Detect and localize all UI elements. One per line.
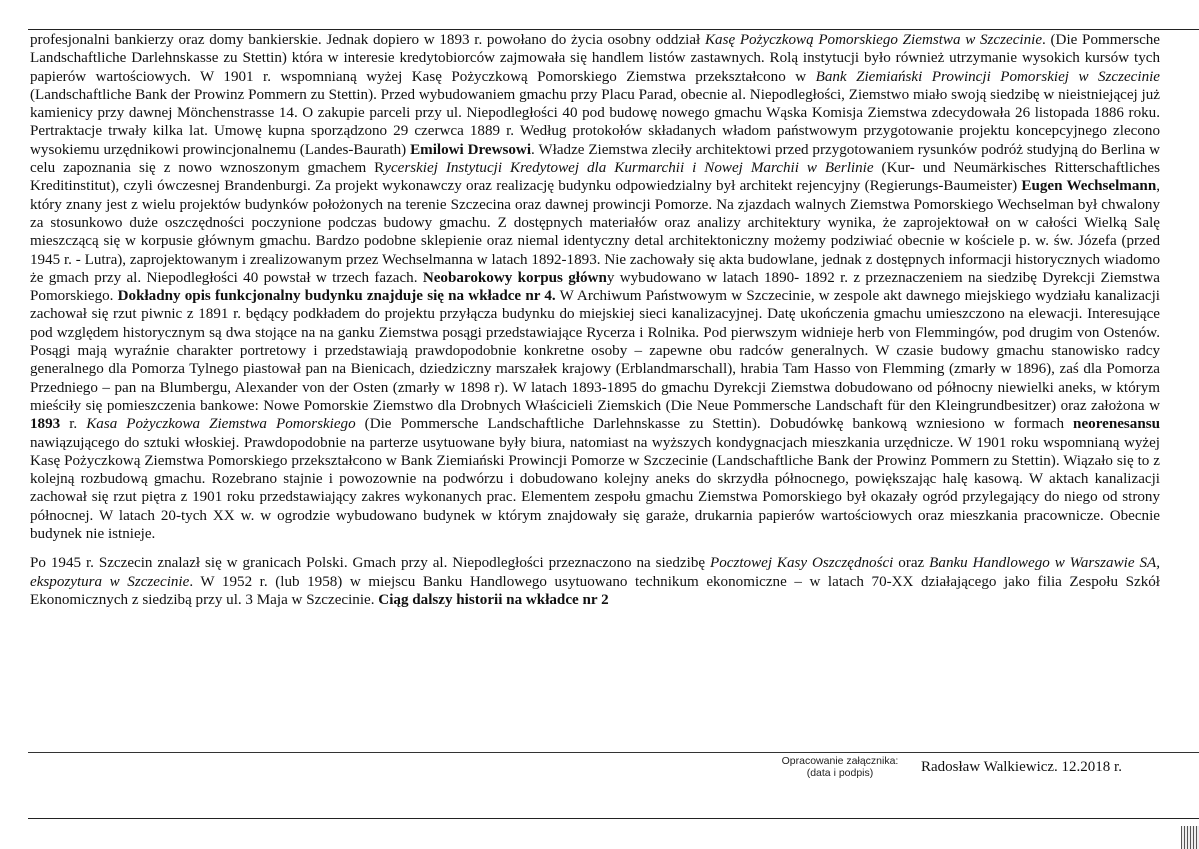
bold-run: Dokładny opis funkcjonalny budynku znajduje się na wkładce nr 4. — [117, 288, 556, 305]
text-run: nawiązującego do sztuki włoskiej. Prawdopodobnie na parterze usytuowane były biura, natomiast na wyższych kondygnacjach mieszkania urzędnicze. W 1901 roku wspomnianą wyżej Kasę Pożyczkową Ziemstwa Pomorskiego przekształcono w Bank Ziemiański Prowincji Pomorze w Szczecinie (Landschaftliche Bank der Prowinz Pommern zu Stettin). Wiązało się to z kolejną rozbudową gmachu. Rozebrano stajnie i powozownie na podwórzu i dobudowano kolejny aneks do skrzydła północnego, powiększając halę kasową. W aktach kanalizacji zachował się rzut piętra z 1901 roku przedstawiający zakres wykonanych prac. Elementem zespołu gmachu Ziemstwa Pomorskiego był okazały ogród przylegający do niego od strony północnej. W latach 20-tych XX w. w ogrodzie wybudowano budynek w którym znajdowały się garaże, drukarnia papierów wartościowych oraz mieszkania pracownicze. Obecnie budynek nie istnieje. — [30, 434, 1160, 543]
text-run: W Archiwum Państwowym w Szczecinie, w zespole akt dawnego miejskiego wydziału kanalizacji zachował się rzut piwnic z 1891 r. będący podkładem do projektu przyłącza budynku do miejskiej sieci kanalizacyjnej. Datę ukończenia gmachu umieszczono na elewacji. Interesujące pod względem historycznym są dwa stojące na na ganku Ziemstwa posągi przedstawiające Rycerza i Rolnika. Pod pierwszym widnieje herb von Flemmingów, pod drugim von Ostenów. Posągi mają wyraźnie charakter portretowy i przedstawiają prawdopodobnie konkretne osoby – zapewne obu radców generalnych. W czasie budowy gmachu stanowisko radcy generalnego dla Pomorza Tylnego piastował pan na Bienicach, dziedziczny marszałek krajowy (Erblandmarschall), hrabia Tam Hasso von Flemming (zmarły w 1896), zaś dla Pomorza Przedniego – pan na Blumbergu, Alexander von der Osten (zmarły w 1898 r). W latach 1893-1895 do gmachu Dyrekcji Ziemstwa dobudowano od północny niewielki aneks, w którym mieściły się pomieszczenia bankowe: Nowe Pomorskie Ziemstwo dla Drobnych Właścicieli Ziemskich (Die Neue Pommersche Landschaft für den Kleingrundbesitzer) oraz założona w — [30, 288, 1160, 414]
scan-edge-mark — [1181, 826, 1199, 849]
text-run: y wybudowano w latach 1890- 1892 r. z przeznaczeniem na siedzibę Dyrekcji Ziemstwa Pomorskiego. — [30, 269, 1160, 305]
text-run: . (Die Pommersche Landschaftliche Darlehnskasse zu Stettin) która w interesie kredytobiorców zajmowała się handlem listów zastawnych. Rolą instytucji było również utrzymanie wysokich kursów tych papierów wartościowych. W 1901 r. wspomnianą wyżej Kasę Pożyczkową Pomorskiego Ziemstwa przekształcono w — [30, 32, 1161, 85]
bold-run: Eugen Wechselmann — [1021, 178, 1157, 195]
bold-run: Emilowi Drewsowi — [410, 141, 532, 158]
text-run: (Die Pommersche Landschaftliche Darlehnskasse zu Stettin). Dobudówkę bankową wzniesiono w formach — [355, 416, 1074, 433]
text-run: (Landschaftliche Bank der Prowinz Pommern zu Stettin). Przed wybudowaniem gmachu przy Placu Parad, obecnie al. Niepodległości, Ziemstwo miało swoją siedzibę w nieistniejącej już kamienicy przy dawnej Mönchenstrasse 14. O zakupie parceli przy ul. Niepodległości 40 pod budowę nowego gmachu Wąska Komisja Ziemstwa zdecydowała 26 listopada 1886 roku. Pertraktacje trwały kilka lat. Umowę kupna sporządzono 29 czerwca 1889 r. Według protokołów składanych władom państwowym przygotowanie projektu koncepcyjnego zlecono wysokiemu urzędnikowi prowincjonalnemu (Landes-Baurath) — [30, 86, 1160, 158]
history-paragraph-1 — [30, 31, 1160, 543]
bold-run: neorenesansu — [1073, 416, 1160, 433]
text-run: r. — [60, 416, 87, 433]
bold-run: 1893 — [30, 416, 61, 433]
text-run: , który znany jest z wielu projektów budynków położonych na terenie Szczecina oraz dawnej prowincji Pomorze. Na zjazdach walnych Ziemstwa Pomorskiego Wechselman był chwalony za stosunkowo duże oszczędności poczynione podczas budowy gmachu. Z dostępnych materiałów oraz analizy architektury wynika, że zaprojektował on w całości Wielką Salę mieszczącą się w korpusie głównym gmachu. Bardzo podobne sklepienie oraz niemal identyczny detal architektoniczny możemy podziwiać obecnie w kościele p. w. św. Józefa (przed 1945 r. - Lutra), zaprojektowanym i zrealizowanym przez Wechselmanna w latach 1892-1893. Nie zachowały się akta budowlane, jednak z dostępnych informacji historycznych wiadomo że gmach przy al. Niepodległości 40 powstał w trzech fazach. — [30, 178, 1160, 286]
bold-run: Neobarokowy korpus główn — [422, 269, 607, 286]
bold-run: Ciąg dalszy historii na wkładce nr 2 — [378, 591, 609, 608]
document-body — [30, 31, 1160, 609]
text-run: (Kur- und Neumärkisches Ritterschaftliches Kreditinstitut), czyli ówczesnej Brandenburgi. Za projekt wykonawczy oraz realizację budynku odpowiedzialny był architekt rejencyjny (Regierungs-Baumeister) — [30, 160, 1160, 195]
text-run: . W 1952 r. (lub 1958) w miejscu Banku Handlowego usytuowano technikum ekonomiczne – w latach 70-XX działającego jako filia Zespołu Szkół Ekonomicznych z siedzibą przy ul. 3 Maja w Szczecinie. — [30, 573, 1160, 608]
italic-run: Banku Handlowego w Warszawie SA, ekspozytura w Szczecinie — [30, 555, 1160, 590]
signature-rule — [28, 752, 1199, 753]
caption-line-1: Opracowanie załącznika: — [781, 755, 899, 767]
text-run: Po 1945 r. Szczecin znalazł się w granicach Polski. Gmach przy al. Niepodległości przeznaczono na siedzibę — [30, 555, 710, 572]
italic-run: Bank Ziemiański Prowincji Pomorskiej w Szczecinie — [815, 68, 1161, 85]
text-run: oraz — [893, 555, 930, 572]
bottom-rule — [28, 818, 1199, 819]
italic-run: Pocztowej Kasy Oszczędności — [709, 555, 894, 572]
history-paragraph-2 — [30, 554, 1160, 609]
top-rule — [28, 29, 1199, 30]
italic-run: Kasa Pożyczkowa Ziemstwa Pomorskiego — [86, 416, 356, 433]
author-signature: Radosław Walkiewicz. 12.2018 r. — [921, 759, 1122, 775]
italic-run: ycerskiej Instytucji Kredytowej dla Kurmarchii i Nowej Marchii w Berlinie — [384, 160, 874, 177]
caption-line-2: (data i podpis) — [806, 767, 874, 779]
italic-run: Kasę Pożyczkową Pomorskiego Ziemstwa w Szczecinie — [704, 32, 1043, 48]
text-run: profesjonalni bankierzy oraz domy bankierskie. Jednak dopiero w 1893 r. powołano do życia osobny oddział — [30, 32, 705, 48]
signature-caption — [770, 755, 910, 779]
text-run: . Władze Ziemstwa zleciły architektowi przed przygotowaniem rysunków podróż studyjną do Berlina w celu zapoznania się z nowo wznoszonym gmachem R — [30, 141, 1160, 177]
